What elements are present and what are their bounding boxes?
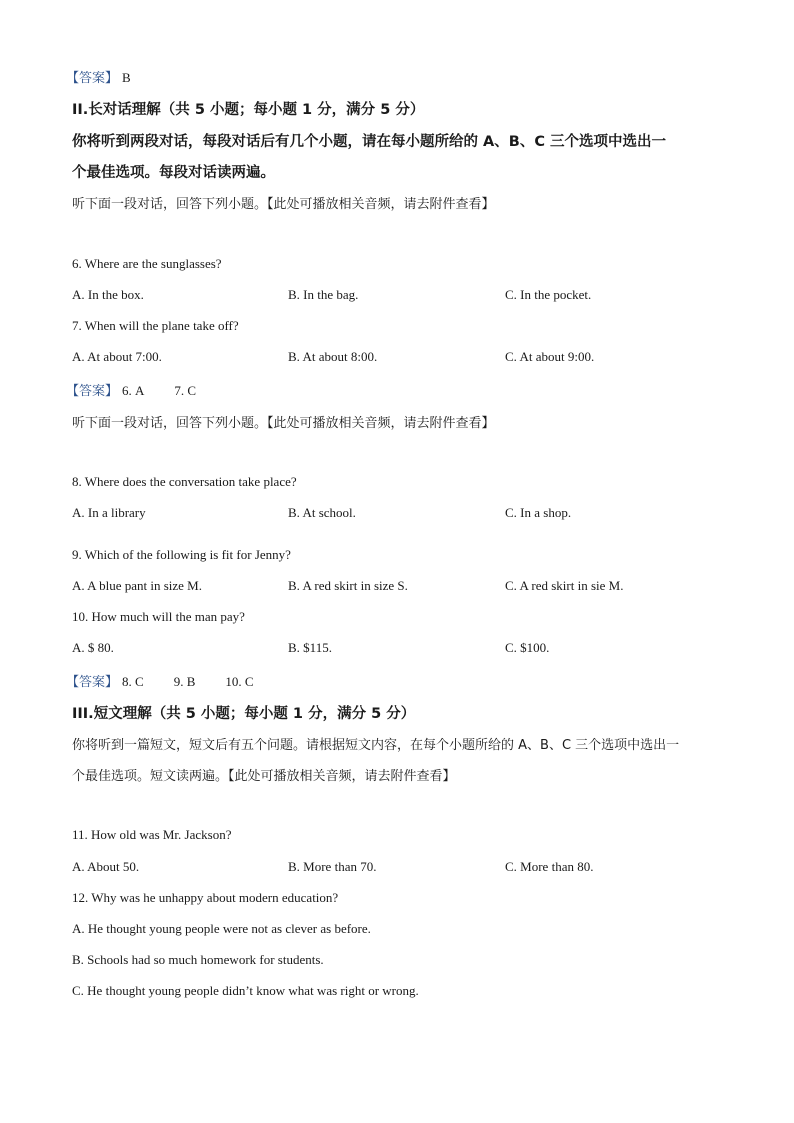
section-2-heading: II.长对话理解（共 5 小题；每小题 1 分，满分 5 分） <box>72 102 425 118</box>
question-6: 6. Where are the sunglasses? <box>72 256 222 271</box>
option-c: C. At about 9:00. <box>505 349 595 364</box>
question-11: 11. How old was Mr. Jackson? <box>72 827 232 842</box>
question-12-option-b: B. Schools had so much homework for students. <box>72 952 324 967</box>
option-b: B. In the bag. <box>288 287 359 302</box>
question-8-options <box>72 505 722 523</box>
option-a: A. About 50. <box>72 859 140 874</box>
question-12-option-c: C. He thought young people didn’t know what was right or wrong. <box>72 983 419 998</box>
answers-8-10 <box>66 671 254 690</box>
question-9-options <box>72 578 722 596</box>
option-c: C. In a shop. <box>505 505 572 520</box>
option-c: C. More than 80. <box>505 859 594 874</box>
answer-tag: 【答案】 <box>66 675 119 690</box>
dialogue-1-prompt: 听下面一段对话，回答下列小题。【此处可播放相关音频，请去附件查看】 <box>72 197 495 212</box>
question-12: 12. Why was he unhappy about modern education? <box>72 890 339 905</box>
answer-7: 7. C <box>174 383 197 398</box>
section-2-instruction-line2: 个最佳选项。每段对话读两遍。 <box>72 165 275 181</box>
question-7-options <box>72 349 722 367</box>
answer-tag: 【答案】 <box>66 384 119 399</box>
answer-6: 6. A <box>122 383 145 398</box>
question-12-option-a: A. He thought young people were not as clever as before. <box>72 921 371 936</box>
answer-9: 9. B <box>173 674 196 689</box>
answer-tag: 【答案】 <box>66 71 119 86</box>
option-b: B. At school. <box>288 505 356 520</box>
option-a: A. $ 80. <box>72 640 114 655</box>
section-3-instruction-line1: 你将听到一篇短文，短文后有五个问题。请根据短文内容，在每个小题所给的 A、B、C 三个选项中选出一 <box>72 738 680 753</box>
option-c: C. A red skirt in sie M. <box>505 578 624 593</box>
answer-10: 10. C <box>225 674 254 689</box>
section-2-instruction-line1: 你将听到两段对话，每段对话后有几个小题，请在每小题所给的 A、B、C 三个选项中选出一 <box>72 134 667 150</box>
option-b: B. A red skirt in size S. <box>288 578 408 593</box>
dialogue-2-prompt: 听下面一段对话，回答下列小题。【此处可播放相关音频，请去附件查看】 <box>72 416 495 431</box>
option-b: B. At about 8:00. <box>288 349 378 364</box>
answer-8: 8. C <box>122 674 144 689</box>
question-9: 9. Which of the following is fit for Jenny? <box>72 547 291 562</box>
option-c: C. $100. <box>505 640 550 655</box>
question-7: 7. When will the plane take off? <box>72 318 239 333</box>
option-c: C. In the pocket. <box>505 287 592 302</box>
option-a: A. At about 7:00. <box>72 349 162 364</box>
question-10-options <box>72 640 722 658</box>
question-8: 8. Where does the conversation take place? <box>72 474 297 489</box>
option-a: A. In the box. <box>72 287 144 302</box>
option-a: A. A blue pant in size M. <box>72 578 202 593</box>
section-3-heading: III.短文理解（共 5 小题；每小题 1 分，满分 5 分） <box>72 706 416 722</box>
option-a: A. In a library <box>72 505 146 520</box>
question-11-options <box>72 859 722 877</box>
option-b: B. $115. <box>288 640 332 655</box>
answer-value: B <box>122 70 131 85</box>
question-10: 10. How much will the man pay? <box>72 609 245 624</box>
answers-6-7 <box>66 380 197 399</box>
question-6-options <box>72 287 722 305</box>
answer-5 <box>66 67 131 86</box>
section-3-instruction-line2: 个最佳选项。短文读两遍。【此处可播放相关音频，请去附件查看】 <box>72 769 456 784</box>
option-b: B. More than 70. <box>288 859 377 874</box>
